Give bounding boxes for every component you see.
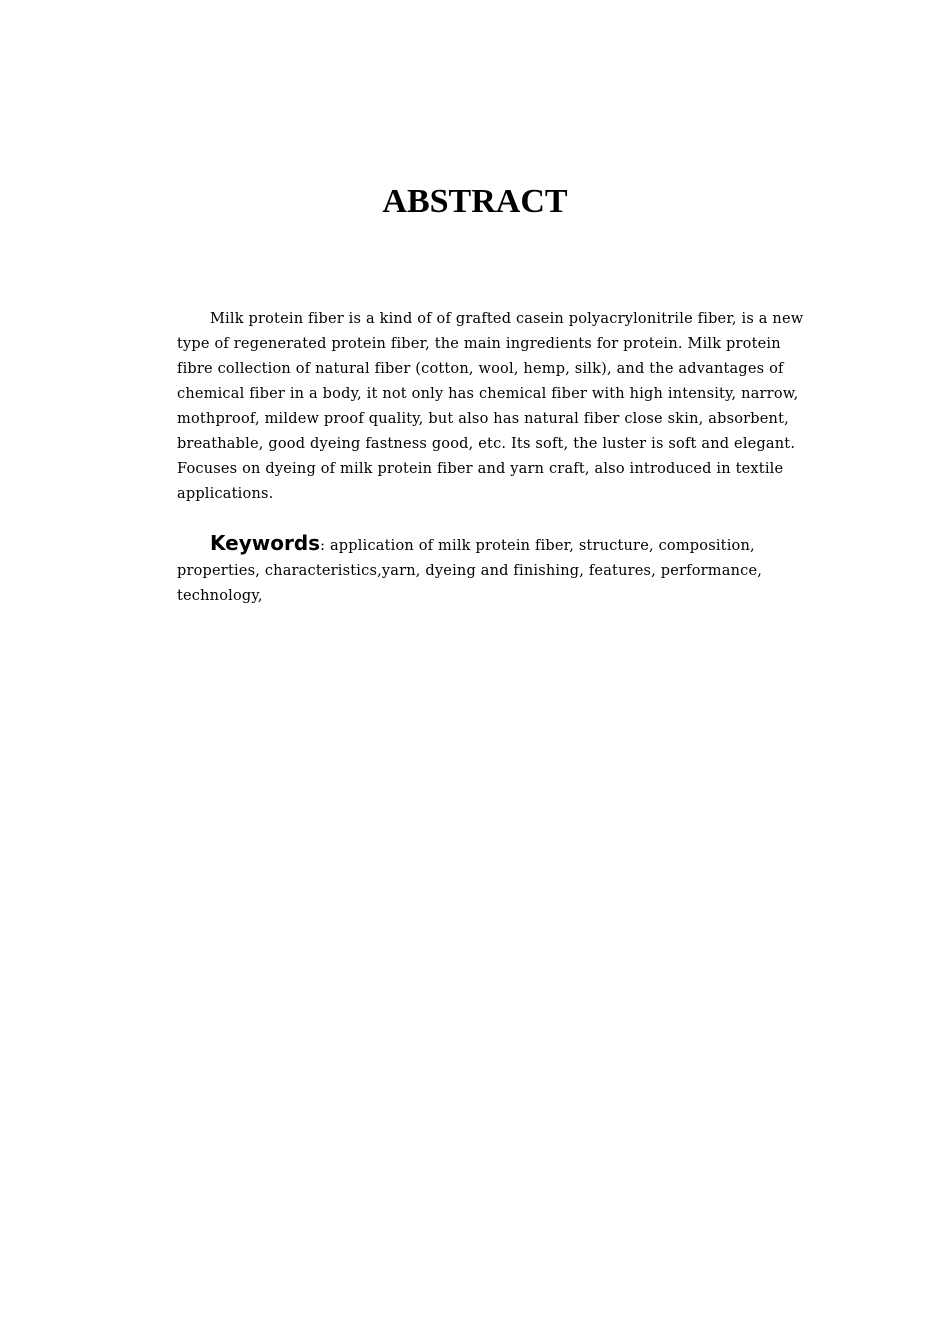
keywords-text: : application of milk protein fiber, structure, composition, properties, characteristics,yarn, dyeing and finishing, features, performance, technology,	[177, 538, 763, 604]
abstract-body-text: Milk protein fiber is a kind of of grafted casein polyacrylonitrile fiber, is a new type of regenerated protein fiber, the main ingredients for protein. Milk protein fibre collection of natural fiber (cotton, wool, hemp, silk), and the advantages of chemical fiber in a body, it not only has chemical fiber with high intensity, narrow, mothproof, mildew proof quality, but also has natural fiber close skin, absorbent, breathable, good dyeing fastness good, etc. Its soft, the luster is soft and elegant. Focuses on dyeing of milk protein fiber and yarn craft, also introduced in textile applications.	[177, 311, 804, 502]
keywords-paragraph	[177, 531, 817, 609]
keywords-label: Keywords	[210, 531, 321, 555]
abstract-title: ABSTRACT	[382, 183, 568, 220]
